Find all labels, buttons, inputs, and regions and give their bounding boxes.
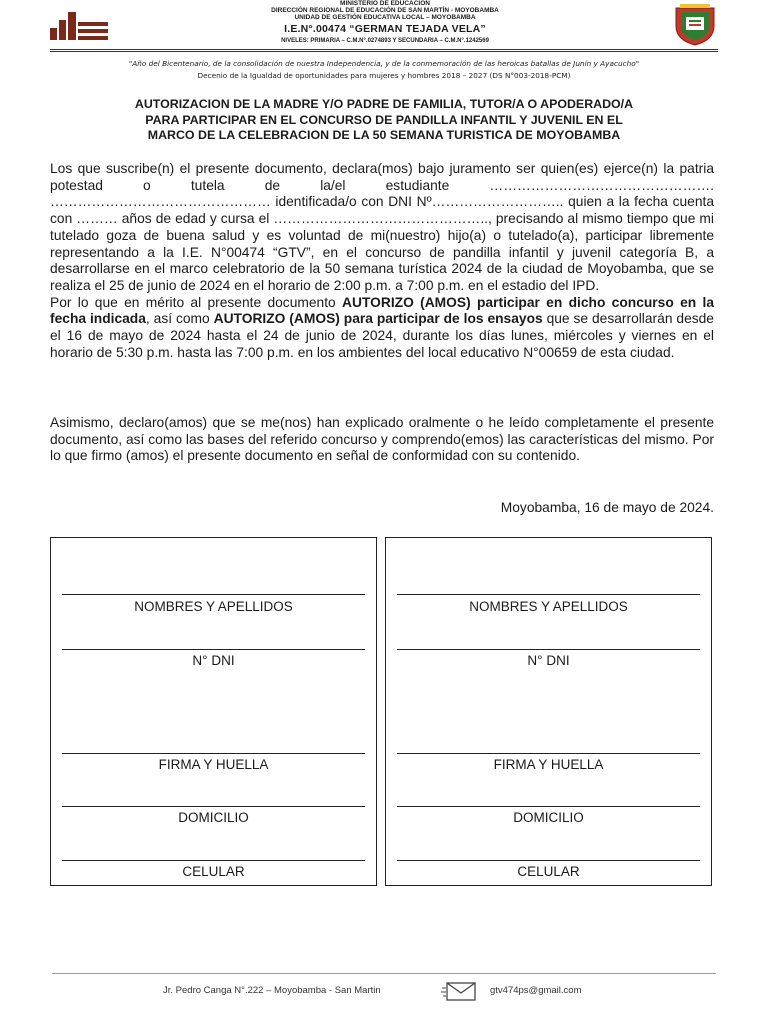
address-line [62, 806, 365, 807]
footer-email: gtv474ps@gmail.com [490, 985, 582, 996]
title-line-2: PARA PARTICIPAR EN EL CONCURSO DE PANDILLA INFANTIL Y JUVENIL EN EL [145, 112, 623, 127]
header-levels: NIVELES: PRIMARIA – C.M.N°.0274893 Y SECUNDARIA – C.M.N°.1242569 [281, 38, 489, 44]
phone-label: CELULAR [517, 864, 580, 879]
header-ministry: MINISTERIO DE EDUCACION [340, 0, 430, 7]
header-local-unit: UNIDAD DE GESTIÓN EDUCATIVA LOCAL – MOYOBAMBA [294, 14, 476, 21]
header-year-name: "Año del Bicentenario, de la consolidación de nuestra Independencia, y de la conmemoración de las heroicas batallas de Junín y Ayacucho" [128, 59, 640, 68]
phone-line [397, 860, 700, 861]
place-date: Moyobamba, 16 de mayo de 2024. [500, 500, 714, 515]
authorization-paragraph [50, 161, 714, 361]
phone-line [62, 860, 365, 861]
authorization-bold-1: AUTORIZO (AMOS) participar en dicho concurso en la fecha indicada [50, 294, 714, 327]
header-divider [50, 49, 718, 52]
signature-box-right [385, 537, 712, 886]
dni-line [397, 649, 700, 650]
title-line-3: MARCO DE LA CELEBRACION DE LA 50 SEMANA TURISTICA DE MOYOBAMBA [147, 128, 621, 142]
footer-address: Jr. Pedro Canga N°.222 – Moyobamba - San Martin [163, 985, 381, 996]
conformity-paragraph: Asimismo, declaro(amos) que se me(nos) han explicado oralmente o he leído completamente el presente documento, así como las bases del referido concurso y comprendo(emos) las características del mismo. Por lo que firmo (amos) el presente documento en señal de conformidad con su contenido. [50, 415, 714, 464]
names-label: NOMBRES Y APELLIDOS [469, 599, 628, 614]
authorization-bold-2: AUTORIZO (AMOS) para participar de los ensayos [213, 311, 543, 327]
authorization-text-3: que se desarrollarán desde el 16 de mayo de 2024 hasta el 24 de junio de 2024, durante los días lunes, miércoles y viernes en el horario de 5:30 p.m. hasta las 7:00 p.m. en los ambientes del local educativo N°00659 de esta ciudad. [50, 311, 714, 360]
envelope-icon [441, 980, 481, 1002]
address-label: DOMICILIO [513, 810, 584, 825]
header-regional-direction: DIRECCIÓN REGIONAL DE EDUCACIÓN DE SAN MARTÍN - MOYOBAMBA [271, 7, 499, 14]
address-label: DOMICILIO [178, 810, 249, 825]
signature-line [62, 753, 365, 754]
signature-label: FIRMA Y HUELLA [493, 757, 604, 772]
address-line [397, 806, 700, 807]
signature-label: FIRMA Y HUELLA [158, 757, 269, 772]
authorization-text-1: Por lo que en mérito al presente documento [50, 294, 343, 310]
names-line [397, 594, 700, 595]
signature-box-left [50, 537, 377, 886]
declaration-text: Los que suscribe(n) el presente documento, declara(mos) bajo juramento ser quien(es) ejerce(n) la patria potestad o tutela de la/el estudiante …………………………………………. ………………………………………… identificada/o con DNI Nº……………………….. quien a la fecha cuenta con ……… años de edad y cursa el ……………………………………….., precisando al mismo tiempo que mi tutelado goza de buena salud y es voluntad de mi(nuestro) hijo(a) o tutelado(a), participar libremente representando a la I.E. N°00474 “GTV”, en el concurso de pandilla infantil y juvenil categoría B, a desarrollarse en el marco celebratorio de la 50 semana turística 2024 de la ciudad de Moyobamba, que se realiza el 25 de junio de 2024 en el horario de 2:00 p.m. a 7:00 p.m. en el estadio del IPD. [50, 161, 714, 293]
school-crest-icon [672, 2, 718, 46]
names-label: NOMBRES Y APELLIDOS [134, 599, 293, 614]
footer-divider [52, 973, 716, 974]
phone-label: CELULAR [182, 864, 245, 879]
header-school-name: I.E.N°.00474 “GERMAN TEJADA VELA” [284, 23, 486, 35]
ministry-logo-icon [50, 12, 108, 40]
names-line [62, 594, 365, 595]
document-title [50, 97, 718, 144]
header-decade-name: Decenio de la Igualdad de oportunidades para mujeres y hombres 2018 – 2027 (DS N°003-2018-PCM) [197, 71, 571, 80]
dni-label: N° DNI [527, 653, 570, 668]
authorization-text-2: , así como [145, 311, 214, 327]
signature-line [397, 753, 700, 754]
dni-line [62, 649, 365, 650]
dni-label: N° DNI [192, 653, 235, 668]
title-line-1: AUTORIZACION DE LA MADRE Y/O PADRE DE FAMILIA, TUTOR/A O APODERADO/A [134, 97, 634, 111]
